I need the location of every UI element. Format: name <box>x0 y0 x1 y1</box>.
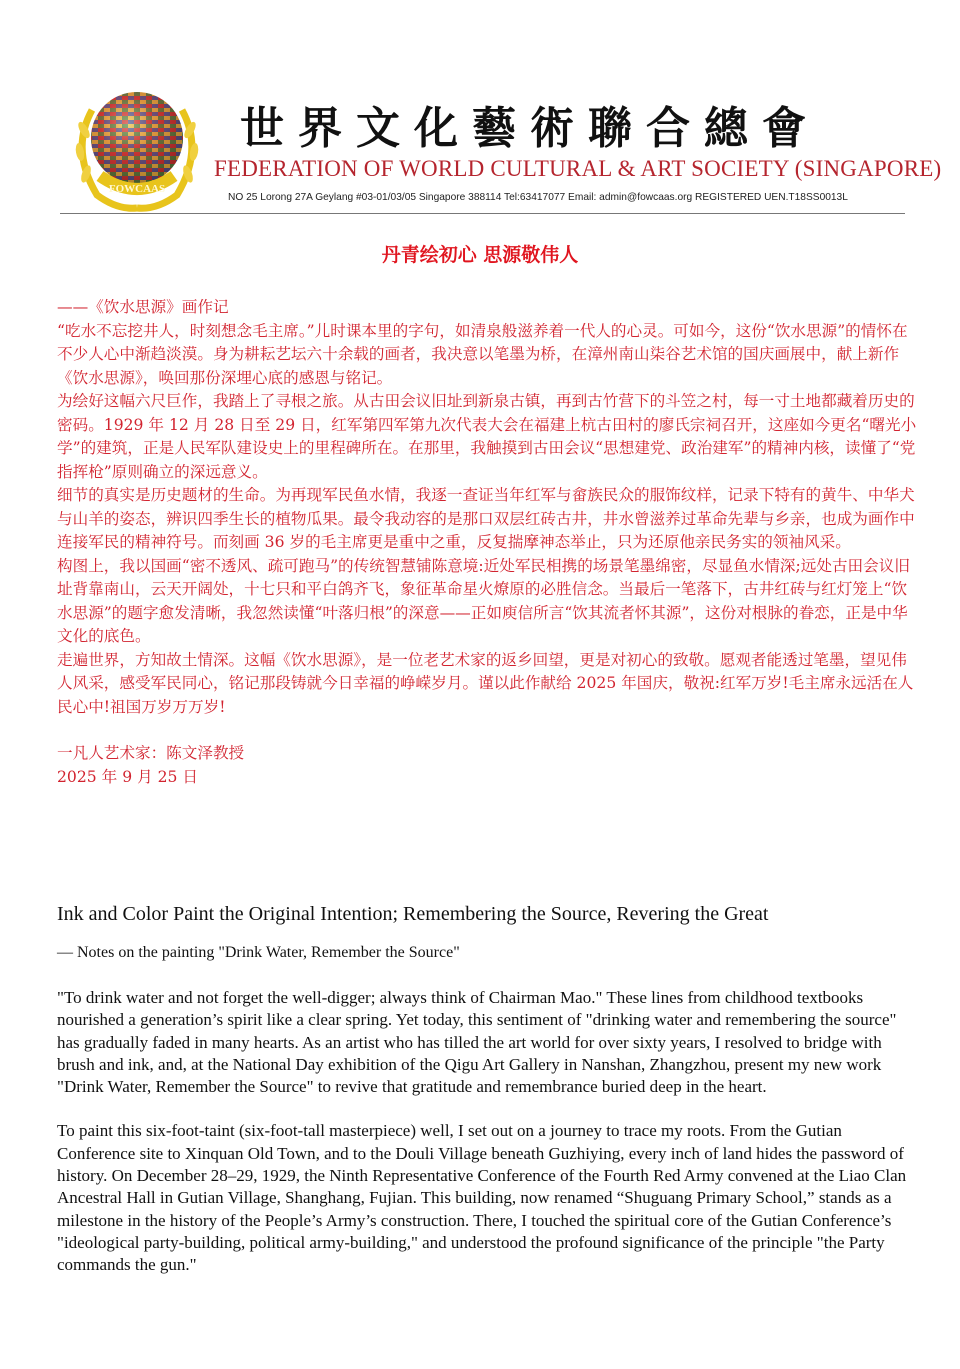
chinese-date: 2025 年 9 月 25 日 <box>57 767 199 786</box>
chinese-article-body <box>57 296 917 789</box>
english-paragraph: To paint this six-foot-taint (six-foot-tall masterpiece) well, I set out on a journey to trace my roots. From the Gutian Conference site to Xinquan Old Town, and to the Douli Village beneath Guzhiying, every inch of land hides the password of history. On December 28–29, 1929, the Ninth Representative Conference of the Fourth Red Army convened at the Liao Clan Ancestral Hall in Gutian Village, Shanghang, Fujian. This building, now renamed “Shuguang Primary School,” stands as a milestone in the history of the People’s Army’s construction. There, I touched the spiritual core of the Gutian Conference’s "ideological party-building, political army-building," and understood the profound significance of the principle "the Party commands the gun." <box>57 1121 907 1275</box>
organization-chinese-name: 世界文化藝術聯合總會 <box>240 103 820 154</box>
english-article-title: Ink and Color Paint the Original Intention; Remembering the Source, Revering the Great <box>57 903 769 925</box>
letterhead-divider <box>60 213 905 214</box>
english-paragraph: "To drink water and not forget the well-digger; always think of Chairman Mao." These lines from childhood textbooks nourished a generation’s spirit like a clear spring. Yet today, this sentiment of "drinking water and remembering the source" has gradually faded in many hearts. As an artist who has tilled the art world for over sixty years, I resolved to bridge with brush and ink, and, at the National Day exhibition of the Qigu Art Gallery in Nanshan, Zhangzhou, present my new work "Drink Water, Remember the Source" to revive that gratitude and remembrance buried deep in the heart. <box>57 988 897 1097</box>
chinese-paragraph: 细节的真实是历史题材的生命。为再现军民鱼水情，我逐一查证当年红军与畲族民众的服饰纹样，记录下特有的黄牛、中华犬与山羊的姿态，辨识四季生长的植物瓜果。最令我动容的是那口双层红砖古井，井水曾滋养过革命先辈与乡亲，也成为画作中连接军民的精神符号。而刻画 36 岁的毛主席更是重中之重，反复揣摩神态举止，只为还原他亲民务实的领袖风采。 <box>57 486 915 551</box>
spacer <box>57 719 917 742</box>
fowcaas-globe-logo-icon <box>62 80 212 215</box>
logo-label: FOWCAAS <box>108 183 166 195</box>
letterhead <box>0 0 960 220</box>
english-article-body <box>57 987 917 1299</box>
chinese-paragraph: 为绘好这幅六尺巨作，我踏上了寻根之旅。从古田会议旧址到新泉古镇，再到古竹营下的斗笠之村，每一寸土地都藏着历史的密码。1929 年 12 月 28 日至 29 日，红军第四军第九次代表大会在福建上杭古田村的廖氏宗祠召开，这座如今更名“曙光小学”的建筑，正是人民军队建设史上的里程碑所在。在那里，我触摸到古田会议“思想建党、政治建军”的精神内核，读懂了“党指挥枪”原则确立的深远意义。 <box>57 392 917 481</box>
chinese-subtitle: ——《饮水思源》画作记 <box>57 298 229 316</box>
organization-address: NO 25 Lorong 27A Geylang #03-01/03/05 Singapore 388114 Tel:63417077 Email: admin@fowcaas.org REGISTERED UEN.T18SS0013L <box>228 192 848 203</box>
chinese-signature: 一凡人艺术家：陈文泽教授 <box>57 744 245 762</box>
organization-english-name: FEDERATION OF WORLD CULTURAL & ART SOCIETY (SINGAPORE) <box>214 156 942 181</box>
chinese-paragraph: 走遍世界，方知故土情深。这幅《饮水思源》，是一位老艺术家的返乡回望，更是对初心的致敬。愿观者能透过笔墨，望见伟人风采，感受军民同心，铭记那段铸就今日幸福的峥嵘岁月。谨以此作献给 2025 年国庆，敬祝:红军万岁!毛主席永远活在人民心中!祖国万岁万万岁! <box>57 650 914 716</box>
chinese-paragraph: 构图上，我以国画“密不透风、疏可跑马”的传统智慧铺陈意境:近处军民相携的场景笔墨绵密，尽显鱼水情深;远处古田会议旧址背靠南山，云天开阔处，十七只和平白鸽齐飞，象征革命星火燎原的必胜信念。当最后一笔落下，古井红砖与红灯笼上“饮水思源”的题字愈发清晰，我忽然读懂“叶落归根”的深意——正如庾信所言“饮其流者怀其源”，这份对根脉的眷恋，正是中华文化的底色。 <box>57 556 910 645</box>
chinese-article-title: 丹青绘初心 思源敬伟人 <box>381 244 579 266</box>
chinese-paragraph: “吃水不忘挖井人，时刻想念毛主席。”儿时课本里的字句，如清泉般滋养着一代人的心灵。可如今，这份“饮水思源”的情怀在不少人心中渐趋淡漠。身为耕耘艺坛六十余载的画者，我决意以笔墨为桥，在漳州南山柒谷艺术馆的国庆画展中，献上新作《饮水思源》，唤回那份深埋心底的感恩与铭记。 <box>57 321 908 387</box>
english-subtitle: — Notes on the painting "Drink Water, Remember the Source" <box>57 944 460 961</box>
